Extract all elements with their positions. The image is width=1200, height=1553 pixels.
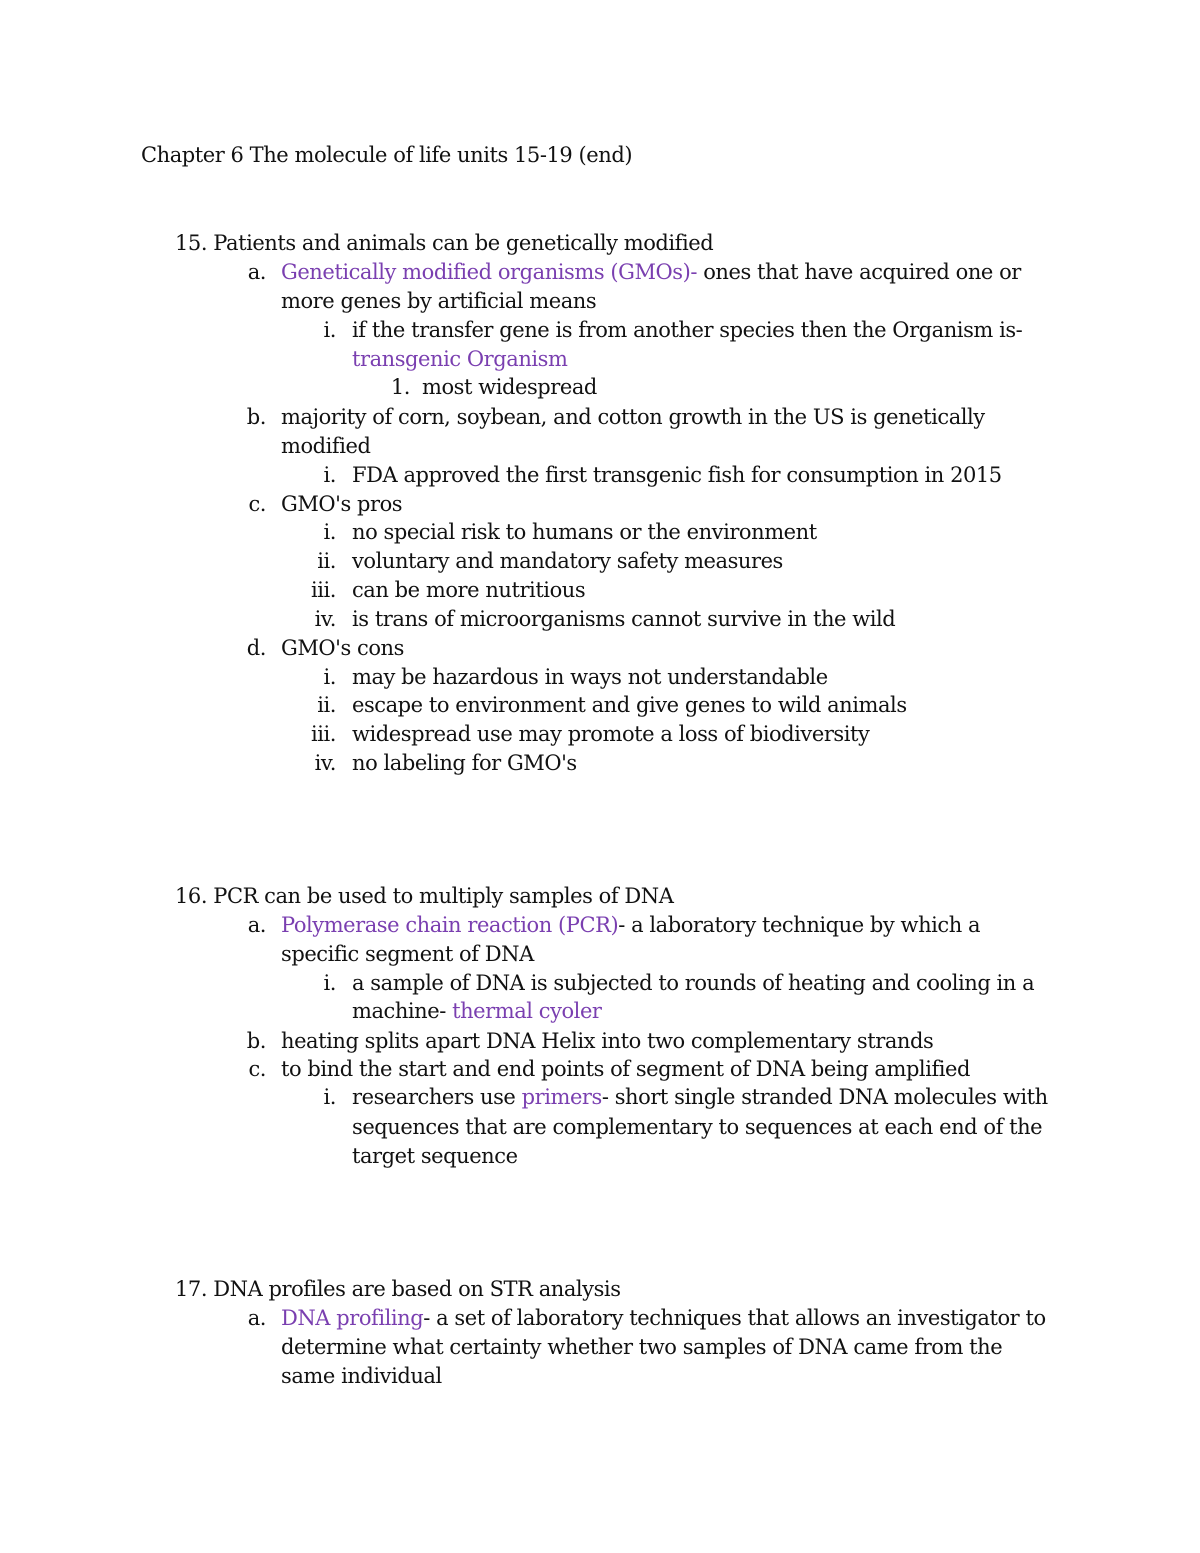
list-item-dna-profiling bbox=[281, 1304, 1046, 1332]
page-title: Chapter 6 The molecule of life units 15-19 (end) bbox=[141, 143, 633, 167]
dna-profiling-text: - a set of laboratory techniques that allows an investigator to bbox=[423, 1306, 1046, 1330]
list-marker: iii. bbox=[310, 722, 336, 746]
term-dna-profiling: DNA profiling bbox=[281, 1306, 424, 1330]
primers-continuation-2: target sequence bbox=[352, 1144, 518, 1168]
list-item-bind-points: to bind the start and end points of segment of DNA being amplified bbox=[281, 1057, 971, 1081]
list-item-primers bbox=[352, 1083, 1048, 1111]
list-item-heating-splits: heating splits apart DNA Helix into two complementary strands bbox=[281, 1029, 934, 1053]
primers-continuation-1: sequences that are complementary to sequences at each end of the bbox=[352, 1115, 1043, 1139]
list-marker: i. bbox=[323, 1085, 336, 1109]
list-item-transfer-gene: if the transfer gene is from another species then the Organism is- bbox=[352, 318, 1023, 342]
list-item-con-3: widespread use may promote a loss of biodiversity bbox=[352, 722, 870, 746]
term-gmo: Genetically modified organisms (GMOs)- bbox=[281, 260, 697, 284]
list-item-majority-crops: majority of corn, soybean, and cotton growth in the US is genetically bbox=[281, 405, 985, 429]
list-item-con-1: may be hazardous in ways not understandable bbox=[352, 665, 828, 689]
list-item-most-widespread: most widespread bbox=[422, 375, 597, 399]
list-marker: 1. bbox=[390, 375, 410, 399]
list-marker: ii. bbox=[317, 549, 336, 573]
list-marker: i. bbox=[323, 463, 336, 487]
list-item-con-4: no labeling for GMO's bbox=[352, 751, 577, 775]
list-marker: b. bbox=[246, 1029, 266, 1053]
list-item-pro-1: no special risk to humans or the environment bbox=[352, 520, 817, 544]
majority-crops-continuation: modified bbox=[281, 434, 371, 458]
list-marker: i. bbox=[323, 665, 336, 689]
list-marker: i. bbox=[323, 971, 336, 995]
list-marker: iv. bbox=[314, 751, 336, 775]
list-item-pcr-definition bbox=[281, 911, 980, 939]
gmo-definition-text: ones that have acquired one or bbox=[697, 260, 1021, 284]
dna-profiling-continuation-2: same individual bbox=[281, 1364, 442, 1388]
list-item-heating-cooling: a sample of DNA is subjected to rounds of heating and cooling in a bbox=[352, 971, 1035, 995]
list-marker: b. bbox=[246, 405, 266, 429]
list-marker: d. bbox=[246, 636, 266, 660]
list-marker: c. bbox=[248, 1057, 266, 1081]
list-item-pro-2: voluntary and mandatory safety measures bbox=[352, 549, 783, 573]
list-marker: ii. bbox=[317, 693, 336, 717]
list-item-fda-approved: FDA approved the first transgenic fish for consumption in 2015 bbox=[352, 463, 1002, 487]
term-primers: primers bbox=[521, 1085, 602, 1109]
list-marker: iii. bbox=[310, 578, 336, 602]
list-marker: i. bbox=[323, 318, 336, 342]
list-item-gmo-pros: GMO's pros bbox=[281, 492, 403, 516]
gmo-definition-continuation: more genes by artificial means bbox=[281, 289, 597, 313]
list-marker: iv. bbox=[314, 607, 336, 631]
list-item-gmo-definition bbox=[281, 258, 1021, 286]
dna-profiling-continuation-1: determine what certainty whether two samples of DNA came from the bbox=[281, 1335, 1003, 1359]
term-pcr: Polymerase chain reaction (PCR) bbox=[281, 913, 619, 937]
machine-text: machine- bbox=[352, 999, 453, 1023]
list-item-pro-3: can be more nutritious bbox=[352, 578, 586, 602]
section-15-heading: 15. Patients and animals can be genetically modified bbox=[175, 231, 714, 255]
list-marker: a. bbox=[247, 913, 266, 937]
term-thermal-cycler: thermal cyoler bbox=[452, 999, 602, 1023]
list-item-gmo-cons: GMO's cons bbox=[281, 636, 404, 660]
pcr-definition-text: - a laboratory technique by which a bbox=[618, 913, 981, 937]
heating-cooling-continuation bbox=[352, 997, 602, 1025]
term-transgenic-organism: transgenic Organism bbox=[352, 347, 568, 371]
list-item-pro-4: is trans of microorganisms cannot survive in the wild bbox=[352, 607, 896, 631]
list-item-con-2: escape to environment and give genes to wild animals bbox=[352, 693, 907, 717]
section-17-heading: 17. DNA profiles are based on STR analysis bbox=[175, 1277, 621, 1301]
list-marker: a. bbox=[247, 260, 266, 284]
list-marker: a. bbox=[247, 1306, 266, 1330]
primers-definition-text: - short single stranded DNA molecules with bbox=[601, 1085, 1048, 1109]
list-marker: c. bbox=[248, 492, 266, 516]
section-16-heading: 16. PCR can be used to multiply samples of DNA bbox=[175, 884, 674, 908]
list-marker: i. bbox=[323, 520, 336, 544]
pcr-definition-continuation: specific segment of DNA bbox=[281, 942, 534, 966]
primers-lead-text: researchers use bbox=[352, 1085, 522, 1109]
